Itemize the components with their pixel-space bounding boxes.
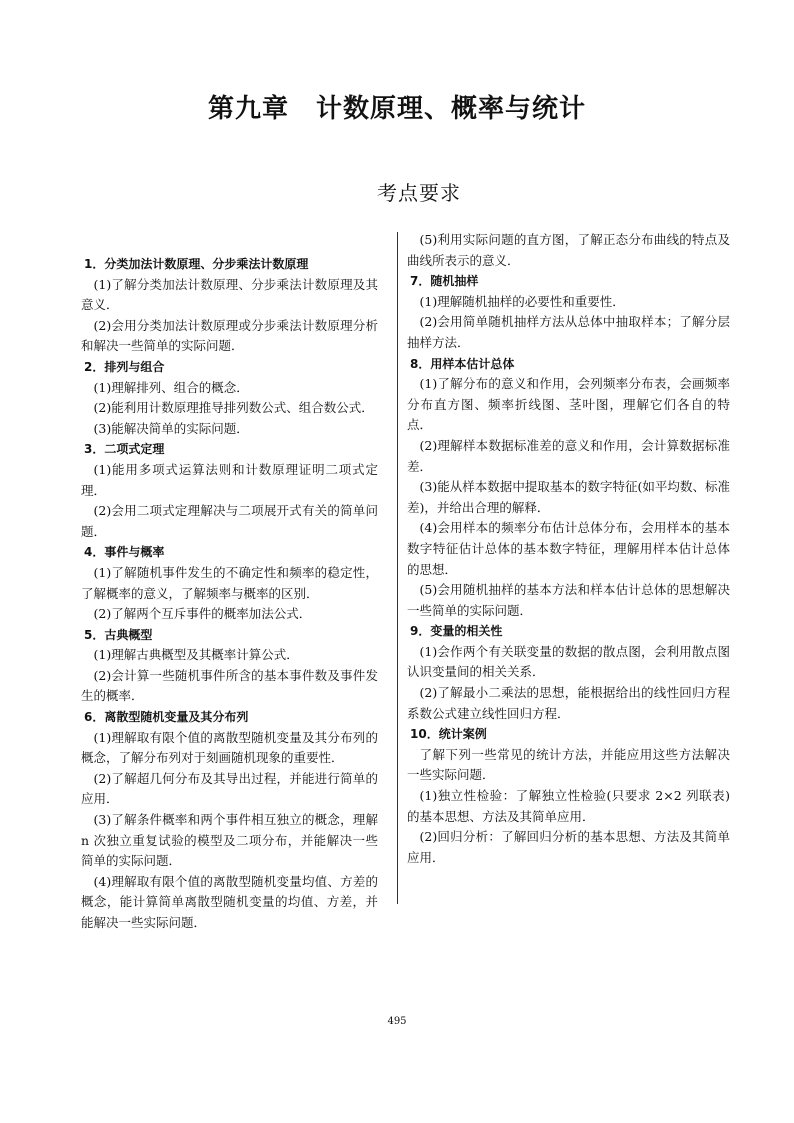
right-column [407,230,730,868]
requirement-paragraph: (4)会用样本的频率分布估计总体分布，会用样本的基本数字特征估计总体的基本数字特征，理解用样本估计总体的思想． [407,520,730,577]
requirement-paragraph: (1)了解分类加法计数原理、分步乘法计数原理及其意义． [81,276,378,313]
requirement-paragraph: (1)理解随机抽样的必要性和重要性． [419,293,625,309]
requirement-paragraph: (2)会用二项式定理解决与二项展开式有关的简单问题． [81,503,378,539]
requirement-paragraph: (2)会用简单随机抽样方法从总体中抽取样本；了解分层抽样方法． [407,314,730,350]
requirement-paragraph: (1)理解古典概型及其概率计算公式． [93,647,299,663]
page-number: 495 [387,1016,407,1027]
topic-heading: 5．古典概型 [84,627,153,642]
requirement-paragraph: (1)理解排列、组合的概念． [93,379,249,395]
topic-heading: 3．二项式定理 [84,442,165,457]
requirement-paragraph: (3)能解决简单的实际问题． [93,420,249,436]
requirement-paragraph: 了解下列一些常见的统计方法，并能应用这些方法解决一些实际问题． [407,746,730,783]
requirement-paragraph: (3)了解条件概率和两个事件相互独立的概念，理解 n 次独立重复试验的模型及二项分布，并能解决一些简单的实际问题． [81,812,378,869]
topic-heading: 9．变量的相关性 [410,624,503,639]
requirement-paragraph: (1)了解随机事件发生的不确定性和频率的稳定性，了解概率的意义，了解频率与概率的区别． [81,564,378,601]
requirement-paragraph: (2)了解最小二乘法的思想，能根据给出的线性回归方程系数公式建立线性回归方程． [407,685,730,721]
topic-heading: 8．用样本估计总体 [410,356,515,371]
topic-heading: 6．离散型随机变量及其分布列 [84,710,249,725]
requirement-paragraph: (1)能用多项式运算法则和计数原理证明二项式定理． [81,461,378,498]
requirement-paragraph: (2)回归分析：了解回归分析的基本思想、方法及其简单应用． [407,829,730,865]
requirement-paragraph: (4)理解取有限个值的离散型随机变量均值、方差的概念，能计算简单离散型随机变量的均值、方差，并能解决一些实际问题． [81,873,378,930]
requirement-paragraph: (2)会计算一些随机事件所含的基本事件数及事件发生的概率． [81,667,378,704]
requirement-paragraph: (5)会用随机抽样的基本方法和样本估计总体的思想解决一些简单的实际问题． [407,582,730,618]
topic-heading: 4．事件与概率 [84,545,165,560]
topic-heading: 10．统计案例 [410,727,487,742]
topic-heading: 2．排列与组合 [84,359,165,374]
section-title: 考点要求 [377,181,461,205]
requirement-paragraph: (1)独立性检验：了解独立性检验(只要求 2×2 列联表)的基本思想、方法及其简单应用． [407,788,730,824]
requirement-paragraph: (2)理解样本数据标准差的意义和作用，会计算数据标准差． [407,437,730,474]
topic-heading: 7．随机抽样 [410,274,479,289]
column-divider [397,232,398,904]
requirement-paragraph: (2)会用分类加法计数原理或分步乘法计数原理分析和解决一些简单的实际问题． [81,317,378,354]
chapter-title: 第九章 计数原理、概率与统计 [207,94,586,124]
left-column [81,254,378,934]
requirement-paragraph: (2)能利用计数原理推导排列数公式、组合数公式． [93,400,374,416]
requirement-paragraph: (2)了解超几何分布及其导出过程，并能进行简单的应用． [81,770,378,807]
requirement-paragraph: (2)了解两个互斥事件的概率加法公式． [93,606,312,622]
requirement-paragraph: (1)了解分布的意义和作用，会列频率分布表，会画频率分布直方图、频率折线图、茎叶图，理解它们各自的特点． [407,376,730,433]
requirement-paragraph: (1)理解取有限个值的离散型随机变量及其分布列的概念，了解分布列对于刻画随机现象的重要性． [81,729,378,766]
requirement-paragraph: (5)利用实际问题的直方图，了解正态分布曲线的特点及曲线所表示的意义． [407,232,730,268]
requirement-paragraph: (1)会作两个有关联变量的数据的散点图，会利用散点图认识变量间的相关关系． [407,643,730,680]
requirement-paragraph: (3)能从样本数据中提取基本的数字特征(如平均数、标准差)，并给出合理的解释． [407,479,730,515]
topic-heading: 1．分类加法计数原理、分步乘法计数原理 [84,257,309,271]
